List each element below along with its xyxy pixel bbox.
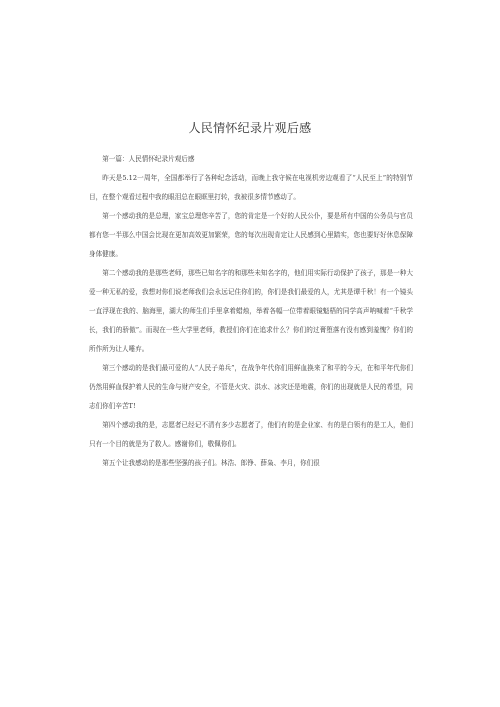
paragraph-5: 第四个感动我的是，志愿者已经记不清有多少志愿者了，他们有的是企业家、有的是白领有的是工人，他们只有一个目的就是为了救人。感谢你们，敬佩你们。: [89, 421, 413, 448]
document-body: [89, 150, 413, 473]
paragraph-4: 第三个感动的是我们最可爱的人“人民子弟兵”，在战争年代你们用鲜血换来了和平的今天，在和平年代你们仍然用鲜血保护着人民的生命与财产安全，不管是火灾、洪水、冰灾还是地震，你们的出现就是人民的希望，同志们你们辛苦T!: [89, 364, 413, 410]
paragraph-6: 第五个让我感动的是那些坚强的孩子们。林浩、郎铮、薛枭、李月，你们很: [102, 459, 320, 467]
section-heading: 第一篇：人民情怀纪录片观后感: [102, 155, 195, 163]
paragraph-3: 第二个感动我的是那些老师，那些已知名字的和那些未知名字的，他们用实际行动保护了孩子，那是一种大爱一种无私的爱，我想对你们说老师我们会永远记住你们的，你们是我们最爱的人，尤其是谭千秋！有一个镜头一直浮现在我的、脑海里，湖大的师生们手里拿着蜡烛，举着各幅一位带着眼镜魁梧的同学高声呐喊着“千秋学长，我们的骄傲”。而现在一些大学里老师，教授们你们在追求什么？你们的过膏堕落有没有感到羞愧？你们的所作所为让人唾弃。: [89, 269, 413, 353]
page-title: 人民情怀纪录片观后感: [188, 121, 312, 135]
paragraph-2: 第一个感动我的是总理，家宝总理您辛苦了，您的肯定是一个好的人民公仆，要是所有中国的公务员与官员都有您一半那么中国会比现在更加高效更加繁荣，您的每次出现肯定让人民感到心里踏实，您也要好好休息保障身体健康。: [89, 212, 413, 258]
paragraph-1: 昨天是5.12一周年，全国都举行了各种纪念活动，而晚上我守候在电视机旁边观看了“人民至上”的特别节目，在整个观看过程中我的眼泪总在眼眶里打转，我被很多情节感动了。: [89, 174, 413, 201]
